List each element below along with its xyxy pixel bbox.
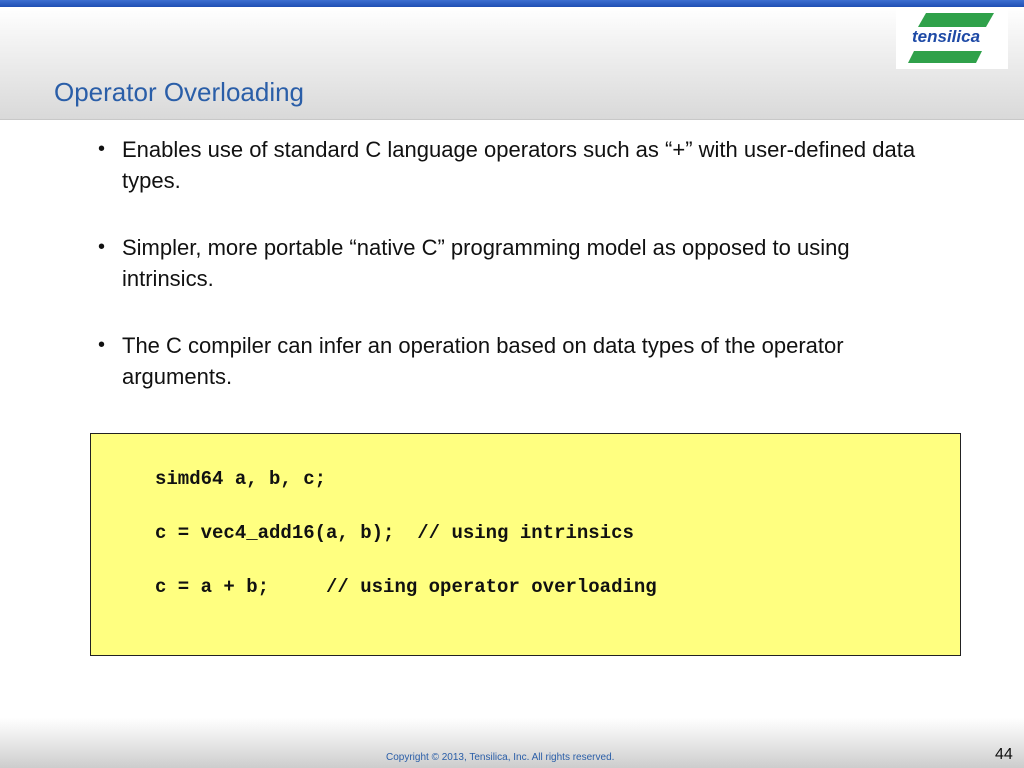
bullet-item xyxy=(98,330,918,392)
bullet-item xyxy=(98,232,918,294)
code-example-box xyxy=(90,433,961,656)
copyright-notice: Copyright © 2013, Tensilica, Inc. All rights reserved. xyxy=(386,752,615,763)
slide-header xyxy=(0,7,1024,120)
bullet-text: Simpler, more portable “native C” programming model as opposed to using intrinsics. xyxy=(122,235,850,291)
top-accent-bar xyxy=(0,0,1024,7)
bullet-text: Enables use of standard C language operators such as “+” with user-defined data types. xyxy=(122,137,916,193)
bullet-item xyxy=(98,134,918,196)
bullet-marker: • xyxy=(98,334,106,356)
code-line: c = a + b; // using operator overloading xyxy=(155,576,657,598)
page-number: 44 xyxy=(995,746,1013,763)
bullet-text: The C compiler can infer an operation based on data types of the operator arguments. xyxy=(122,333,844,389)
company-logo xyxy=(896,7,1008,69)
bullet-marker: • xyxy=(98,138,106,160)
code-line: simd64 a, b, c; xyxy=(155,468,327,490)
slide-footer xyxy=(0,718,1024,768)
bullet-list xyxy=(98,134,918,428)
code-line: c = vec4_add16(a, b); // using intrinsics xyxy=(155,522,634,544)
logo-text: tensilica xyxy=(912,27,981,46)
slide-title: Operator Overloading xyxy=(54,77,305,107)
bullet-marker: • xyxy=(98,236,106,258)
